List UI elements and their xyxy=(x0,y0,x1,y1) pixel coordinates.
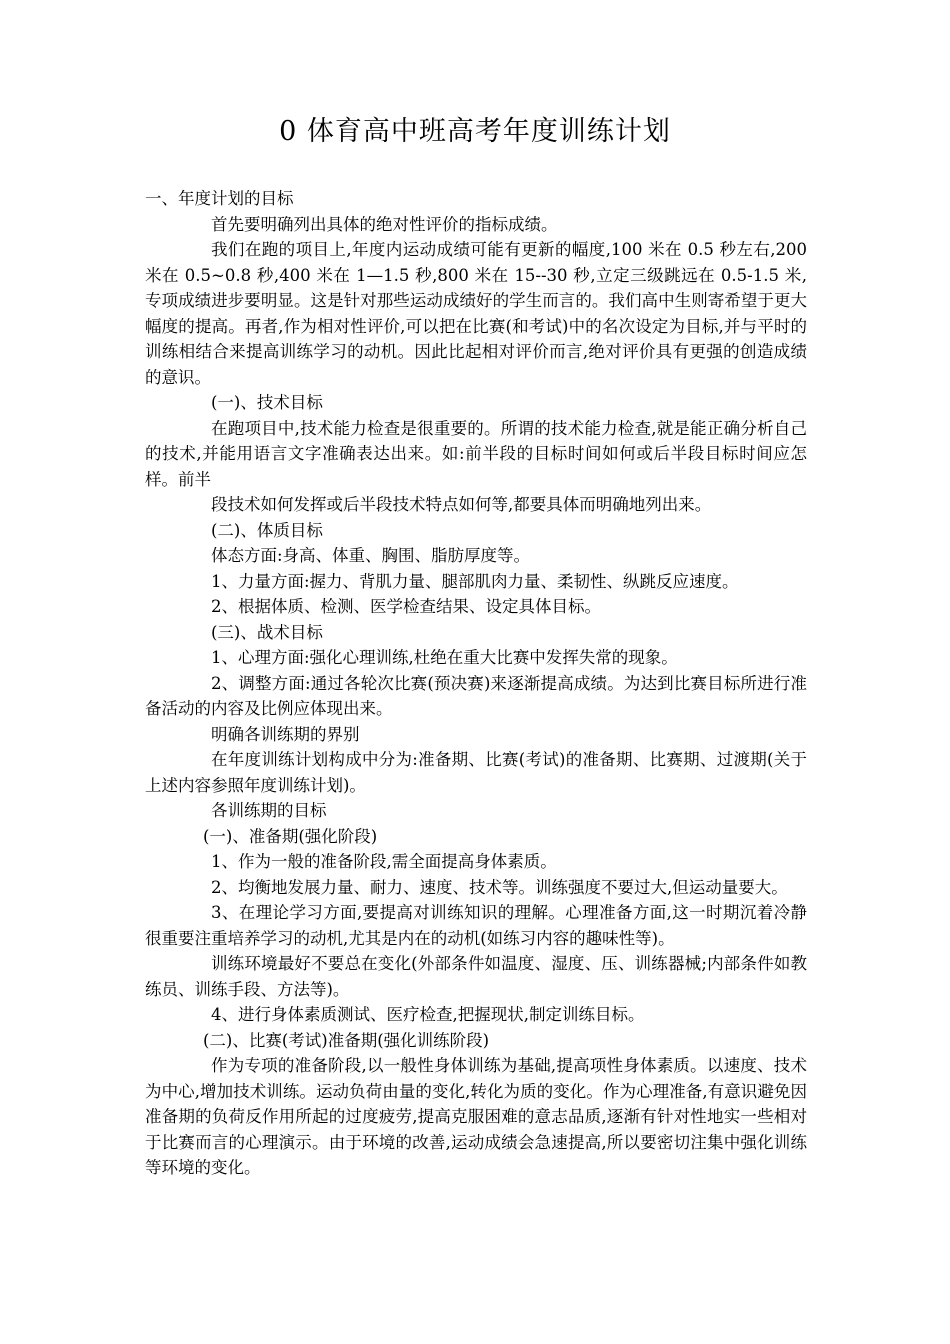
paragraph: (三)、战术目标 xyxy=(211,622,323,642)
paragraph: (一)、准备期(强化阶段) xyxy=(203,826,378,846)
paragraph: 各训练期的目标 xyxy=(211,801,327,820)
paragraph: 我们在跑的项目上,年度内运动成绩可能有更新的幅度,100 米在 0.5 秒左右,200 米在 0.5~0.8 秒,400 米在 1—1.5 秒,800 米在 15--30 秒,立定三级跳远在 0.5-1.5 米,专项成绩进步要明显。这是针对那些运动成绩好的学生而言的。我们高中生则寄希望于更大幅度的提高。再者,作为相对性评价,可以把在比赛(和考试)中的名次设定为目标,并与平时的训练相结合来提高训练学习的动机。因此比起相对评价而言,绝对评价具有更强的创造成绩的意识。 xyxy=(145,240,807,387)
paragraph: 首先要明确列出具体的绝对性评价的指标成绩。 xyxy=(211,214,558,234)
paragraph: 在年度训练计划构成中分为:准备期、比赛(考试)的准备期、比赛期、过渡期(关于上述内容参照年度训练计划)。 xyxy=(145,750,807,795)
paragraph: 2、根据体质、检测、医学检查结果、设定具体目标。 xyxy=(211,597,601,616)
paragraph: 训练环境最好不要总在变化(外部条件如温度、湿度、压、训练器械;内部条件如教练员、训练手段、方法等)。 xyxy=(145,954,807,999)
paragraph: 体态方面:身高、体重、胸围、脂肪厚度等。 xyxy=(211,546,531,565)
paragraph: 2、均衡地发展力量、耐力、速度、技术等。训练强度不要过大,但运动量要大。 xyxy=(211,877,788,897)
paragraph: 在跑项目中,技术能力检查是很重要的。所谓的技术能力检查,就是能正确分析自己的技术,并能用语言文字准确表达出来。如:前半段的目标时间如何或后半段目标时间应怎样。前半 xyxy=(145,418,807,489)
paragraph: (二)、比赛(考试)准备期(强化训练阶段) xyxy=(203,1030,490,1050)
paragraph: 3、在理论学习方面,要提高对训练知识的理解。心理准备方面,这一时期沉着冷静很重要注重培养学习的动机,尤其是内在的动机(如练习内容的趣味性等)。 xyxy=(145,903,807,948)
document-body xyxy=(145,186,807,1181)
paragraph: 4、进行身体素质测试、医疗检查,把握现状,制定训练目标。 xyxy=(211,1005,645,1024)
paragraph: 1、心理方面:强化心理训练,杜绝在重大比赛中发挥失常的现象。 xyxy=(211,648,678,667)
document-title: 0 体育高中班高考年度训练计划 xyxy=(279,116,671,147)
paragraph: (二)、体质目标 xyxy=(211,520,323,540)
paragraph: 2、调整方面:通过各轮次比赛(预决赛)来逐渐提高成绩。为达到比赛目标所进行准备活动的内容及比例应体现出来。 xyxy=(145,673,807,718)
paragraph: 1、作为一般的准备阶段,需全面提高身体素质。 xyxy=(211,852,557,871)
paragraph: 一、年度计划的目标 xyxy=(145,189,294,208)
paragraph: 作为专项的准备阶段,以一般性身体训练为基础,提高项性身体素质。以速度、技术为中心,增加技术训练。运动负荷由量的变化,转化为质的变化。作为心理准备,有意识避免因准备期的负荷反作用所起的过度疲劳,提高克服困难的意志品质,逐渐有针对性地实一些相对于比赛而言的心理演示。由于环境的改善,运动成绩会急速提高,所以要密切注集中强化训练等环境的变化。 xyxy=(145,1056,807,1177)
paragraph: 段技术如何发挥或后半段技术特点如何等,都要具体而明确地列出来。 xyxy=(211,495,712,514)
paragraph: (一)、技术目标 xyxy=(211,393,323,412)
paragraph: 1、力量方面:握力、背肌力量、腿部肌肉力量、柔韧性、纵跳反应速度。 xyxy=(211,571,739,591)
paragraph: 明确各训练期的界别 xyxy=(211,724,360,744)
